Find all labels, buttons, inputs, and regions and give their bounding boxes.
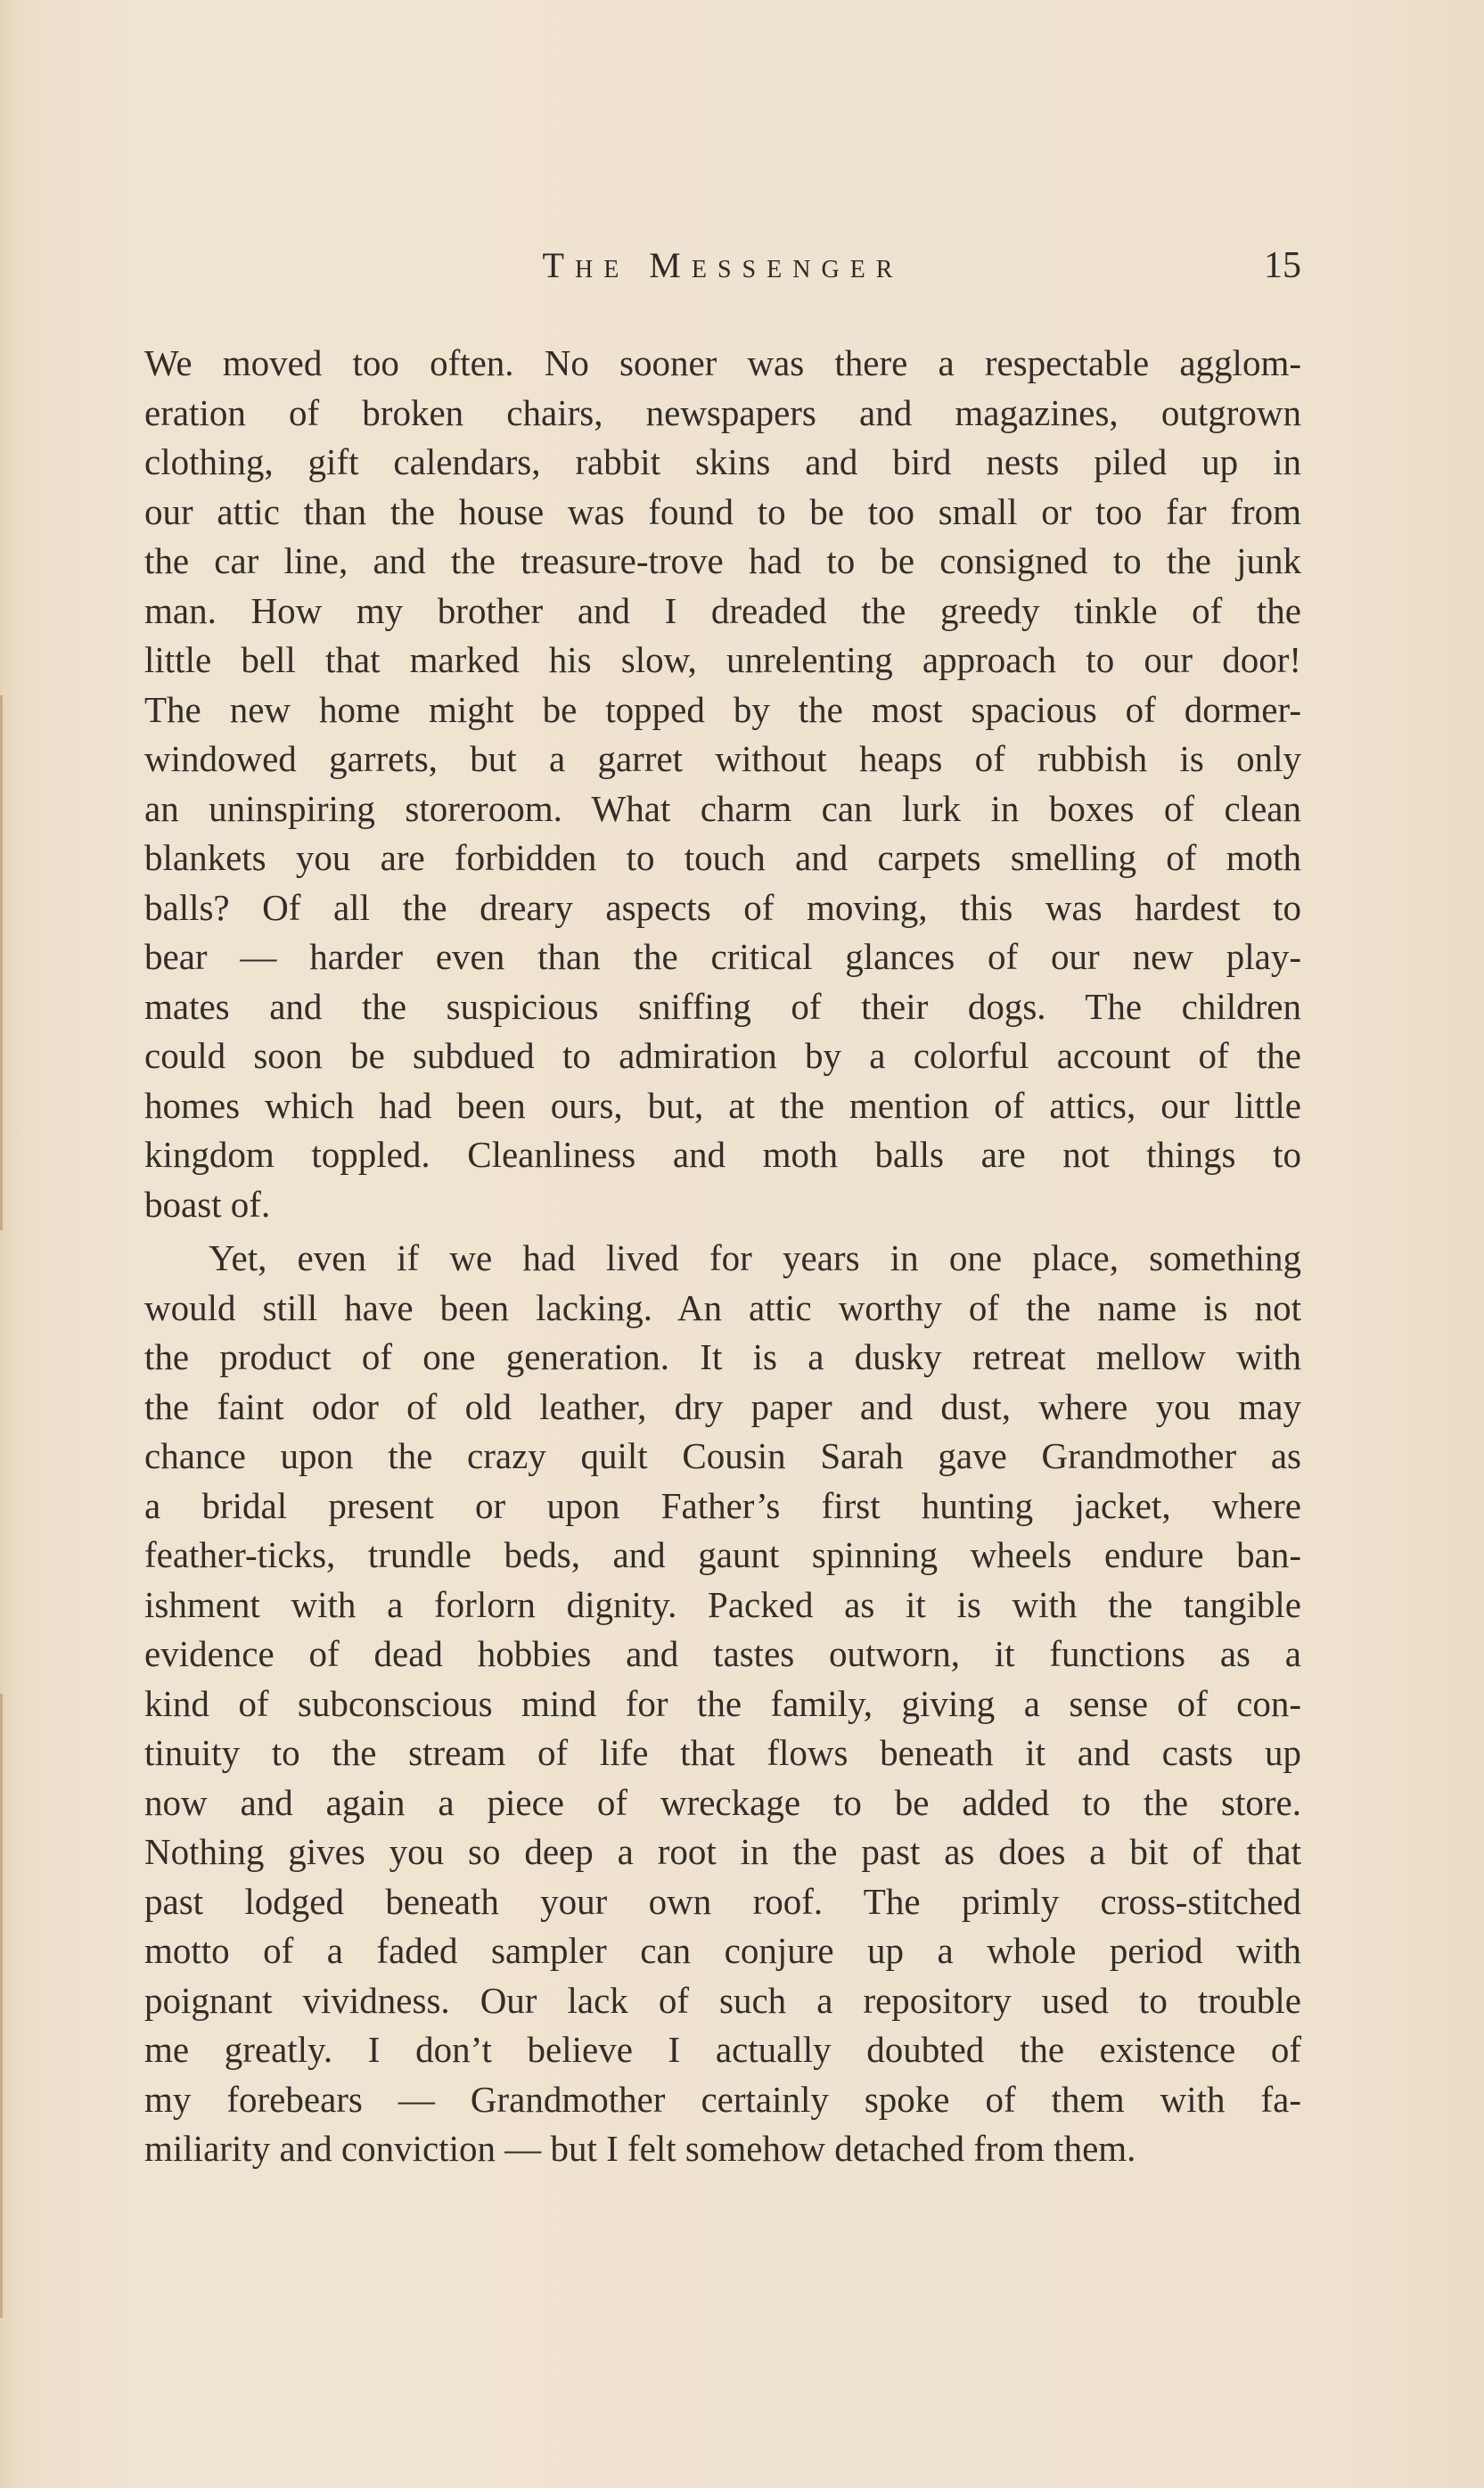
running-title: The Messenger <box>542 245 904 285</box>
text-line: evidence of dead hobbies and tastes outworn, it functions as a <box>144 1633 1301 1674</box>
text-line: motto of a faded sampler can conjure up a whole period with <box>144 1930 1301 1971</box>
text-line: The new home might be topped by the most spacious of dormer- <box>144 688 1301 730</box>
text-line: Nothing gives you so deep a root in the past as does a bit of that <box>144 1831 1301 1872</box>
text-line: Yet, even if we had lived for years in one place, something <box>209 1237 1301 1278</box>
paragraph <box>144 1234 1301 2174</box>
text-line: We moved too often. No sooner was there a respectable agglom- <box>144 342 1301 383</box>
text-line: feather-ticks, trundle beds, and gaunt spinning wheels endure ban- <box>144 1534 1301 1575</box>
text-line: bear — harder even than the critical glances of our new play- <box>144 936 1301 977</box>
text-line: poignant vividness. Our lack of such a repository used to trouble <box>144 1979 1301 2021</box>
text-line: an uninspiring storeroom. What charm can lurk in boxes of clean <box>144 787 1301 829</box>
text-line: kind of subconscious mind for the family, giving a sense of con- <box>144 1682 1301 1724</box>
text-line: tinuity to the stream of life that flows beneath it and casts up <box>144 1732 1301 1773</box>
text-line: mates and the suspicious sniffing of their dogs. The children <box>144 985 1301 1027</box>
text-line: my forebears — Grandmother certainly spoke of them with fa- <box>144 2078 1301 2120</box>
text-line: windowed garrets, but a garret without heaps of rubbish is only <box>144 738 1301 779</box>
page-edge-shadow <box>0 1694 3 2318</box>
text-line: the faint odor of old leather, dry paper and dust, where you may <box>144 1385 1301 1427</box>
text-line: kingdom toppled. Cleanliness and moth balls are not things to <box>144 1134 1301 1175</box>
text-line: ishment with a forlorn dignity. Packed as it is with the tangible <box>144 1583 1301 1625</box>
text-line: our attic than the house was found to be too small or too far from <box>144 490 1301 532</box>
text-line: man. How my brother and I dreaded the greedy tinkle of the <box>144 589 1301 631</box>
text-line: the car line, and the treasure-trove had to be consigned to the junk <box>144 540 1301 581</box>
text-line: miliarity and conviction — but I felt somehow detached from them. <box>144 2128 1136 2169</box>
page-number: 15 <box>1264 245 1301 286</box>
text-line: could soon be subdued to admiration by a colorful account of the <box>144 1035 1301 1076</box>
paragraph <box>144 339 1301 1229</box>
text-line: would still have been lacking. An attic worthy of the name is not <box>144 1286 1301 1328</box>
text-line: homes which had been ours, but, at the mention of attics, our little <box>144 1084 1301 1126</box>
text-line: the product of one generation. It is a dusky retreat mellow with <box>144 1336 1301 1377</box>
text-line: balls? Of all the dreary aspects of moving, this was hardest to <box>144 886 1301 928</box>
text-line: past lodged beneath your own roof. The primly cross-stitched <box>144 1880 1301 1922</box>
text-line: blankets you are forbidden to touch and carpets smelling of moth <box>144 837 1301 878</box>
text-line: now and again a piece of wreckage to be added to the store. <box>144 1781 1301 1823</box>
text-line: eration of broken chairs, newspapers and magazines, outgrown <box>144 391 1301 433</box>
text-line: clothing, gift calendars, rabbit skins and bird nests piled up in <box>144 441 1301 482</box>
body-text <box>144 339 1301 2174</box>
text-line: me greatly. I don’t believe I actually doubted the existence of <box>144 2029 1301 2070</box>
page-edge-shadow <box>0 695 3 1230</box>
text-line: little bell that marked his slow, unrelenting approach to our door! <box>144 639 1301 680</box>
text-line: a bridal present or upon Father’s first hunting jacket, where <box>144 1484 1301 1526</box>
text-line: boast of. <box>144 1183 271 1225</box>
running-header <box>144 239 1301 292</box>
text-line: chance upon the crazy quilt Cousin Sarah gave Grandmother as <box>144 1435 1301 1476</box>
